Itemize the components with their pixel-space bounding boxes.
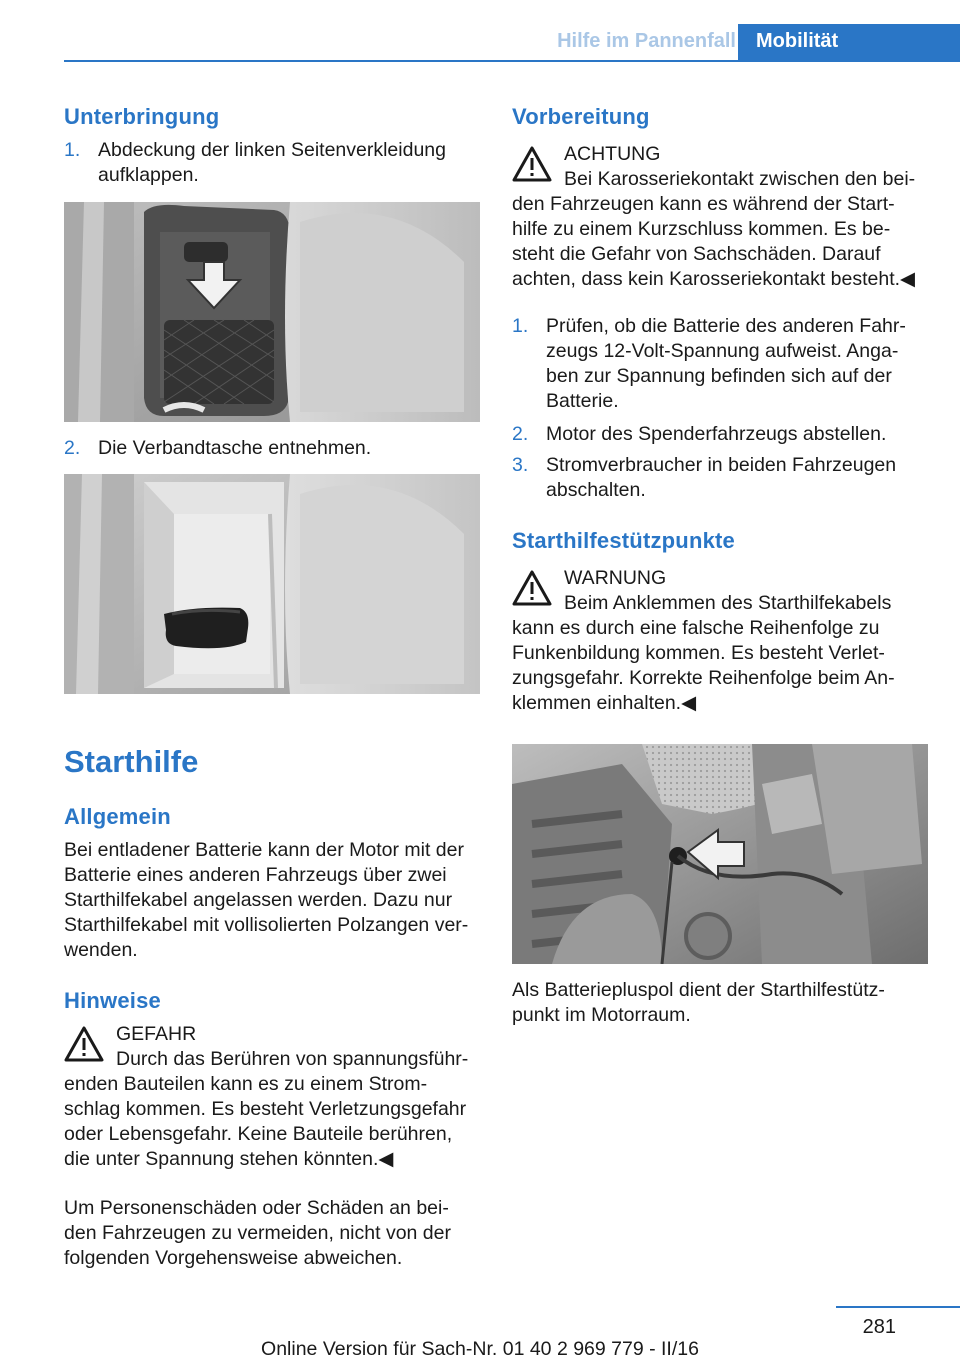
footer-online-version: Online Version für Sach-Nr. 01 40 2 969 779 - II/16 — [261, 1338, 699, 1360]
warning-title: GEFAHR — [116, 1023, 197, 1045]
header-rule — [64, 60, 960, 62]
text-line: achten, dass kein Karosseriekontakt besteht.◀ — [512, 268, 916, 290]
heading-allgemein: Allgemein — [64, 804, 171, 829]
heading-vorbereitung: Vorbereitung — [512, 104, 650, 129]
step-number: 1. — [512, 315, 529, 337]
step-1 — [64, 138, 480, 188]
text-line: Starthilfekabel mit vollisolierten Polzangen ver‐ — [64, 914, 469, 936]
paragraph-personenschaeden — [64, 1196, 484, 1271]
warning-triangle-icon — [512, 146, 552, 182]
step-number: 3. — [512, 454, 529, 476]
step-text: Prüfen, ob die Batterie des anderen Fahr‐ — [546, 315, 906, 337]
step-number: 1. — [64, 139, 81, 161]
warning-text: Bei Karosseriekontakt zwischen den bei‐ — [564, 168, 916, 190]
prep-step-3 — [512, 453, 932, 503]
text-line: kann es durch eine falsche Reihenfolge zu — [512, 617, 880, 639]
step-text: abschalten. — [546, 479, 646, 501]
warning-triangle-icon — [512, 570, 552, 606]
paragraph-allgemein — [64, 838, 484, 963]
caption-pluspol — [512, 978, 932, 1028]
heading-starthilfestuetzpunkte: Starthilfestützpunkte — [512, 528, 735, 553]
warning-text: Beim Anklemmen des Starthilfekabels — [564, 592, 892, 614]
step-text: aufklappen. — [98, 164, 199, 186]
text-line: Bei entladener Batterie kann der Motor mit der — [64, 839, 464, 861]
prep-step-1 — [512, 314, 932, 414]
step-text: Abdeckung der linken Seitenverkleidung — [98, 139, 446, 161]
photo-side-trim-open — [64, 202, 480, 422]
text-line: oder Lebensgefahr. Keine Bauteile berühren, — [64, 1123, 453, 1145]
page-number: 281 — [862, 1316, 896, 1338]
text-line: Funkenbildung kommen. Es besteht Verlet‐ — [512, 642, 885, 664]
warning-text-rest — [512, 616, 895, 716]
heading-hinweise: Hinweise — [64, 988, 161, 1013]
header-section: Hilfe im Pannenfall — [557, 30, 736, 52]
step-number: 2. — [512, 423, 529, 445]
text-line: punkt im Motorraum. — [512, 1004, 691, 1026]
text-line: Batterie eines anderen Fahrzeugs über zwei — [64, 864, 447, 886]
warning-title: ACHTUNG — [564, 143, 661, 165]
text-line: hilfe zu einem Kurzschluss kommen. Es be‐ — [512, 218, 891, 240]
step-text: zeugs 12‑Volt‑Spannung aufweist. Anga‐ — [546, 340, 899, 362]
step-text: Motor des Spenderfahrzeugs abstellen. — [546, 423, 887, 445]
footer-rule — [836, 1306, 960, 1308]
warning-gefahr — [64, 1022, 484, 1182]
title-starthilfe: Starthilfe — [64, 744, 199, 779]
photo-first-aid-kit — [64, 474, 480, 694]
text-line: folgenden Vorgehensweise abweichen. — [64, 1247, 403, 1269]
warning-warnung — [512, 566, 932, 726]
warning-triangle-icon — [64, 1026, 104, 1062]
text-line: zungsgefahr. Korrekte Reihenfolge beim An‐ — [512, 667, 895, 689]
step-number: 2. — [64, 437, 81, 459]
text-line: Starthilfekabel angelassen werden. Dazu nur — [64, 889, 453, 911]
prep-step-2 — [512, 422, 932, 447]
photo-jump-start-point — [512, 744, 928, 964]
warning-title: WARNUNG — [564, 567, 667, 589]
text-line: schlag kommen. Es besteht Verletzungsgefahr — [64, 1098, 467, 1120]
step-text: Die Verbandtasche entnehmen. — [98, 437, 372, 459]
warning-text-rest — [64, 1072, 466, 1172]
text-line: steht die Gefahr von Sachschäden. Darauf — [512, 243, 881, 265]
step-text: Batterie. — [546, 390, 619, 412]
header-tab: Mobilität — [738, 24, 960, 62]
text-line: Als Batteriepluspol dient der Starthilfestütz‐ — [512, 979, 885, 1001]
text-line: den Fahrzeugen kann es während der Start‐ — [512, 193, 895, 215]
text-line: wenden. — [64, 939, 138, 961]
text-line: den Fahrzeugen zu vermeiden, nicht von der — [64, 1222, 451, 1244]
text-line: enden Bauteilen kann es zu einem Strom‐ — [64, 1073, 428, 1095]
text-line: Um Personenschäden oder Schäden an bei‐ — [64, 1197, 449, 1219]
warning-text-rest — [512, 192, 915, 292]
warning-achtung — [512, 142, 932, 302]
text-line: die unter Spannung stehen könnten.◀ — [64, 1148, 394, 1170]
step-text: Stromverbraucher in beiden Fahrzeugen — [546, 454, 897, 476]
step-2 — [64, 436, 480, 461]
text-line: klemmen einhalten.◀ — [512, 692, 697, 714]
heading-unterbringung: Unterbringung — [64, 104, 220, 129]
step-text: ben zur Spannung befinden sich auf der — [546, 365, 892, 387]
warning-text: Durch das Berühren von spannungsführ‐ — [116, 1048, 469, 1070]
